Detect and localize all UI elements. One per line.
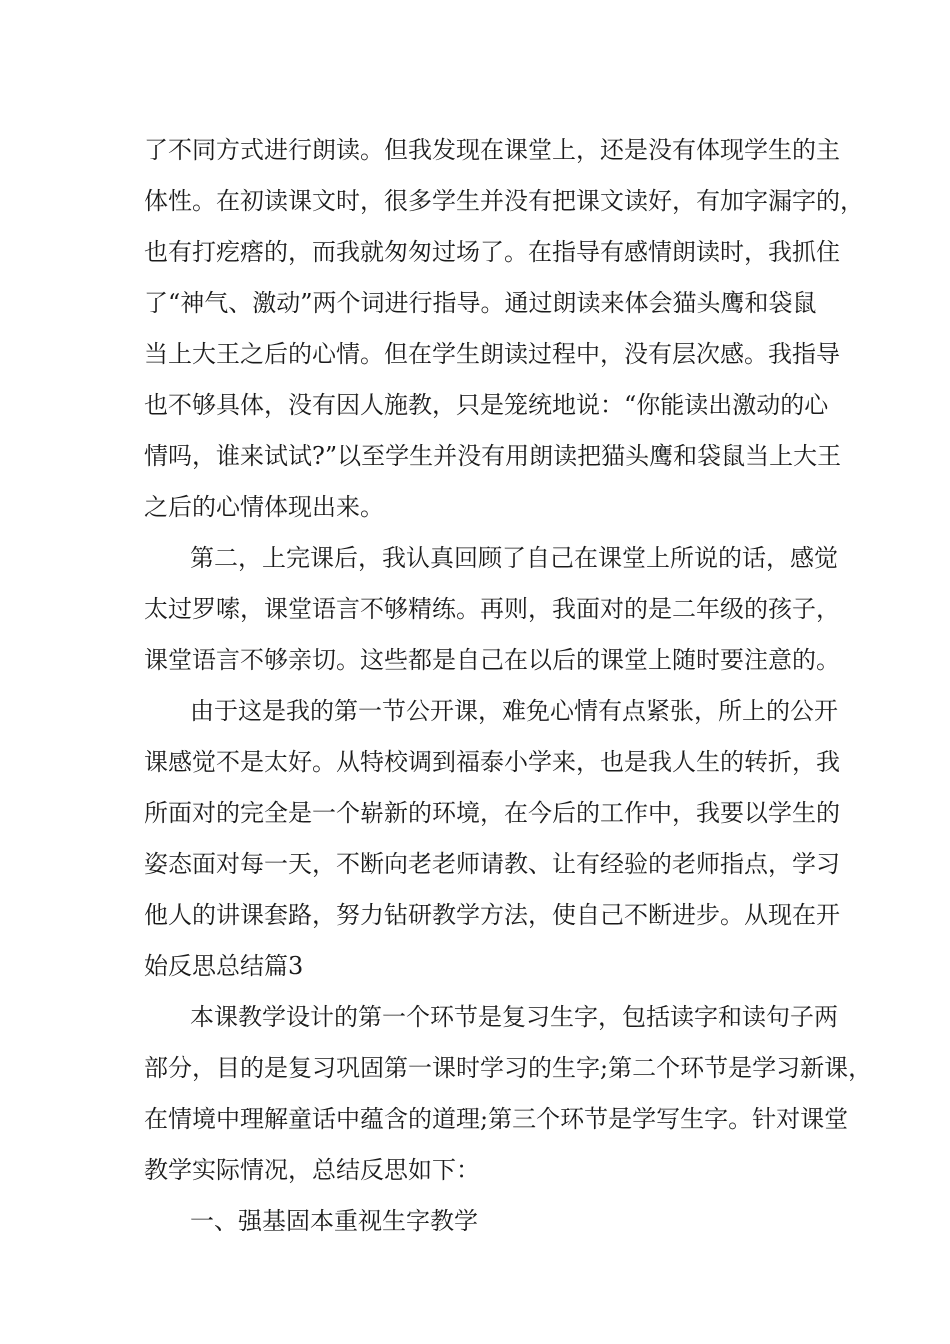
text-line: 他人的讲课套路，努力钻研教学方法，使自己不断进步。从现在开 [144, 901, 840, 929]
text-line: 体性。在初读课文时，很多学生并没有把课文读好，有加字漏字的， [144, 187, 864, 215]
text-line: 部分，目的是复习巩固第一课时学习的生字;第二个环节是学习新课， [144, 1054, 873, 1082]
text-line: 姿态面对每一天，不断向老老师请教、让有经验的老师指点，学习 [144, 850, 840, 878]
text-line: 也有打疙瘩的，而我就匆匆过场了。在指导有感情朗读时，我抓住 [144, 238, 840, 266]
section-heading: 一、强基固本重视生字教学 [190, 1207, 478, 1235]
text-line: 第二，上完课后，我认真回顾了自己在课堂上所说的话，感觉 [190, 544, 838, 572]
text-line: 之后的心情体现出来。 [144, 493, 384, 521]
text-line: 当上大王之后的心情。但在学生朗读过程中，没有层次感。我指导 [144, 340, 840, 368]
text-line: 由于这是我的第一节公开课，难免心情有点紧张，所上的公开 [190, 697, 838, 725]
text-line: 了不同方式进行朗读。但我发现在课堂上，还是没有体现学生的主 [144, 136, 840, 164]
text-line: 情吗，谁来试试?”以至学生并没有用朗读把猫头鹰和袋鼠当上大王 [144, 442, 842, 470]
text-line: 课感觉不是太好。从特校调到福泰小学来，也是我人生的转折，我 [144, 748, 840, 776]
text-line: 了“神气、激动”两个词进行指导。通过朗读来体会猫头鹰和袋鼠 [144, 289, 817, 317]
text-line: 始反思总结篇3 [144, 952, 304, 980]
text-line: 课堂语言不够亲切。这些都是自己在以后的课堂上随时要注意的。 [144, 646, 840, 674]
text-line: 也不够具体，没有因人施教，只是笼统地说：“你能读出激动的心 [144, 391, 829, 419]
text-line: 所面对的完全是一个崭新的环境，在今后的工作中，我要以学生的 [144, 799, 840, 827]
text-line: 太过罗嗦，课堂语言不够精练。再则，我面对的是二年级的孩子， [144, 595, 840, 623]
text-line: 本课教学设计的第一个环节是复习生字，包括读字和读句子两 [190, 1003, 838, 1031]
text-line: 教学实际情况，总结反思如下： [144, 1156, 480, 1184]
text-line: 在情境中理解童话中蕴含的道理;第三个环节是学写生字。针对课堂 [144, 1105, 849, 1133]
